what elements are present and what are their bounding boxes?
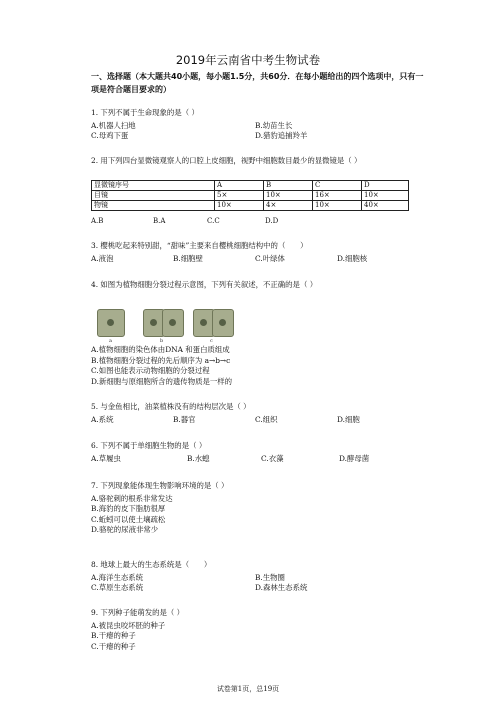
cell-stage-b [143,305,183,344]
stage-label: a [109,338,112,344]
section-heading: 一、选择题（本大题共40小题，每小题1.5分，共60分．在每小题给出的四个选项中，只有一项是符合题目要求的） [91,72,424,94]
option-b: B.海豹的皮下脂肪很厚 [91,504,166,513]
table-cell: B [264,181,313,191]
option-d: D.细胞 [337,414,360,424]
question-stem: 8. 地球上最大的生态系统是（ ） [91,560,212,569]
option-c: C.如图也能表示动物细胞的分裂过程 [91,366,210,375]
question-stem: 5. 与金鱼相比，油菜植株没有的结构层次是（ ） [91,402,251,411]
table-row [92,191,409,201]
option-b: B.植物细胞分裂过程的先后顺序为 a→b→c [91,355,231,365]
option-a: A.被昆虫咬坏胚的种子 [91,620,166,630]
cell-stage-c [193,305,233,344]
question-stem: 2. 用下列四台显微镜观察人的口腔上皮细胞，视野中细胞数目最少的显微镜是（ ） [91,156,362,165]
question-2-options [91,217,409,225]
option-c: C.C [207,217,220,225]
option-d: D.森林生态系统 [255,583,308,592]
option-a: A.机器人扫地 [91,120,136,130]
option-b: B.干瘪的种子 [91,631,136,640]
question-4 [91,280,411,293]
question-5 [91,402,411,425]
question-stem: 4. 如图为植物细胞分裂过程示意图，下列有关叙述，不正确的是（ ） [91,280,318,289]
option-c: C.叶绿体 [255,253,285,263]
question-stem: 6. 下列不属于单细胞生物的是（ ） [91,441,207,450]
option-d: D.酵母菌 [339,453,370,463]
option-b: B.A [153,217,166,225]
question-stem: 7. 下列现象能体现生物影响环境的是（ ） [91,481,229,490]
cell-division-diagram [93,305,243,345]
table-cell: 10× [362,191,409,201]
table-cell: 10× [215,201,264,211]
table-cell: 物镜 [92,201,215,211]
option-d: D.新细胞与原细胞所含的遗传物质是一样的 [91,376,233,386]
option-d: D.骆驼的尿液非常少 [91,525,159,534]
table-cell: 40× [362,201,409,211]
table-cell: 10× [313,201,362,211]
option-b: B.幼苗生长 [255,120,293,130]
question-9 [91,608,411,652]
option-d: D.猎豹追捕羚羊 [255,131,308,140]
table-header-row [92,181,409,191]
question-3 [91,241,411,264]
question-stem: 9. 下列种子能萌发的是（ ） [91,608,185,617]
question-7 [91,481,411,536]
option-a: A.海洋生态系统 [91,572,144,582]
option-c: C.组织 [255,414,278,424]
option-b: B.水螅 [187,453,210,463]
option-d: D.细胞核 [337,253,368,263]
option-a: A.系统 [91,414,114,424]
option-b: B.生物圈 [255,572,285,582]
page-footer: 试卷第1页，总19页 [216,685,280,693]
question-1 [91,108,411,142]
microscope-table [91,180,409,211]
cell-stage-a [93,305,127,344]
option-a: A.植物细胞的染色体由DNA 和蛋白质组成 [91,345,230,354]
option-a: A.草履虫 [91,453,121,463]
stage-label: c [210,338,213,344]
option-d: D.D [265,217,279,225]
page-title: 2019年云南省中考生物试卷 [175,53,321,67]
table-row [92,201,409,211]
option-c: C.衣藻 [261,453,284,463]
table-cell: 5× [215,191,264,201]
option-a: A.骆驼刺的根系非常发达 [91,493,173,503]
option-c: C.干瘪的种子 [91,641,136,651]
stage-label: b [160,338,164,344]
table-cell: 显微镜序号 [92,181,215,191]
question-4-options [91,345,411,387]
option-c: C.蚯蚓可以使土壤疏松 [91,514,166,524]
option-b: B.器官 [173,414,196,424]
table-cell: 4× [264,201,313,211]
option-a: A.液泡 [91,253,114,263]
table-cell: 目镜 [92,191,215,201]
question-2 [91,156,411,169]
table-cell: D [362,181,409,191]
option-b: B.细胞壁 [173,253,203,263]
question-8 [91,560,411,594]
table-cell: A [215,181,264,191]
table-cell: 10× [264,191,313,201]
table-cell: C [313,181,362,191]
option-c: C.母鸡下蛋 [91,131,129,140]
question-6 [91,441,411,464]
question-stem: 3. 樱桃吃起来特别甜，“甜味”主要来自樱桃细胞结构中的（ ） [91,241,308,250]
option-c: C.草原生态系统 [91,583,144,592]
option-a: A.B [91,217,104,225]
question-stem: 1. 下列不属于生命现象的是（ ） [91,108,199,117]
table-cell: 16× [313,191,362,201]
